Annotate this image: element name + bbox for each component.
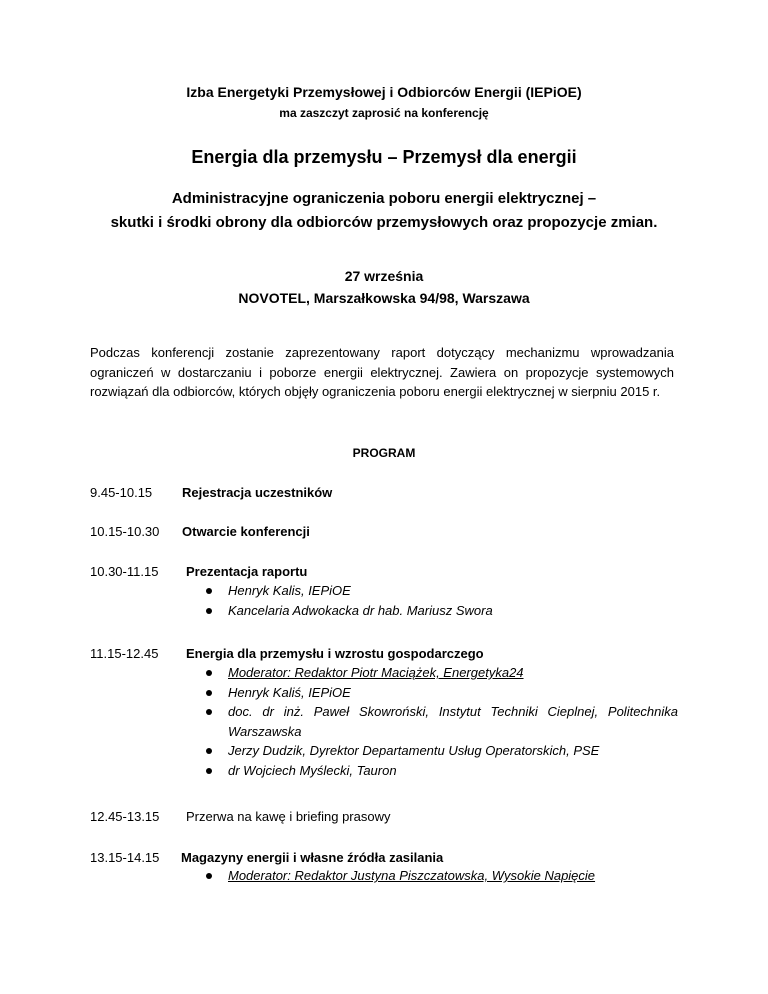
description-paragraph: Podczas konferencji zostanie zaprezentowany raport dotyczący mechanizmu wprowadzania ograniczeń w dostarczaniu i poborze energii elektrycznej. Zawiera on propozycje systemowych rozwiązań dla odbiorców, których objęły ograniczenia poboru energii elektrycznej w sierpniu 2015 r. [90, 345, 674, 399]
list-item: Jerzy Dudzik, Dyrektor Departamentu Usług Operatorskich, PSE [200, 741, 678, 761]
program-label: Prezentacja raportu [186, 564, 308, 579]
program-label: Otwarcie konferencji [182, 524, 310, 539]
program-time: 12.45-13.15 [90, 809, 160, 824]
program-label: Magazyny energii i własne źródła zasilania [181, 850, 444, 865]
subtitle-line-2: skutki i środki obrony dla odbiorców przemysłowych oraz propozycje zmian. [110, 214, 658, 231]
bullet-icon [206, 608, 212, 614]
bullet-icon [206, 690, 212, 696]
list-item: Moderator: Redaktor Justyna Piszczatowska, Wysokie Napięcie [200, 866, 678, 886]
program-time: 10.30-11.15 [90, 564, 159, 579]
speaker-list [200, 866, 678, 886]
invitation-line: ma zaszczyt zaprosić na konferencję [279, 106, 489, 120]
bullet-icon [206, 748, 212, 754]
bullet-icon [206, 873, 212, 879]
bullet-icon [206, 709, 212, 715]
bullet-icon [206, 588, 212, 594]
list-item: Henryk Kalis, IEPiOE [200, 581, 678, 601]
conference-title: Energia dla przemysłu – Przemysł dla energii [191, 147, 577, 167]
program-time: 13.15-14.15 [90, 850, 160, 865]
program-time: 10.15-10.30 [90, 524, 160, 539]
program-heading: PROGRAM [352, 446, 416, 460]
speaker-list [200, 663, 678, 780]
program-label: Rejestracja uczestników [182, 485, 333, 500]
list-item: Moderator: Redaktor Piotr Maciążek, Energetyka24 [200, 663, 678, 683]
speaker-list [200, 581, 678, 620]
list-item: Henryk Kaliś, IEPiOE [200, 683, 678, 703]
list-item: Kancelaria Adwokacka dr hab. Mariusz Swora [200, 601, 678, 621]
list-item: doc. dr inż. Paweł Skowroński, Instytut Techniki Cieplnej, Politechnika Warszawska [200, 702, 678, 741]
program-label: Energia dla przemysłu i wzrostu gospodarczego [186, 646, 484, 661]
bullet-icon [206, 670, 212, 676]
event-venue: NOVOTEL, Marszałkowska 94/98, Warszawa [238, 290, 530, 306]
program-label: Przerwa na kawę i briefing prasowy [186, 809, 391, 824]
event-date: 27 września [344, 268, 424, 284]
subtitle-line-1: Administracyjne ograniczenia poboru energii elektrycznej – [171, 190, 597, 207]
organization-name: Izba Energetyki Przemysłowej i Odbiorców Energii (IEPiOE) [186, 84, 582, 100]
program-time: 9.45-10.15 [90, 485, 153, 500]
list-item: dr Wojciech Myślecki, Tauron [200, 761, 678, 781]
bullet-icon [206, 768, 212, 774]
program-time: 11.15-12.45 [90, 646, 159, 661]
